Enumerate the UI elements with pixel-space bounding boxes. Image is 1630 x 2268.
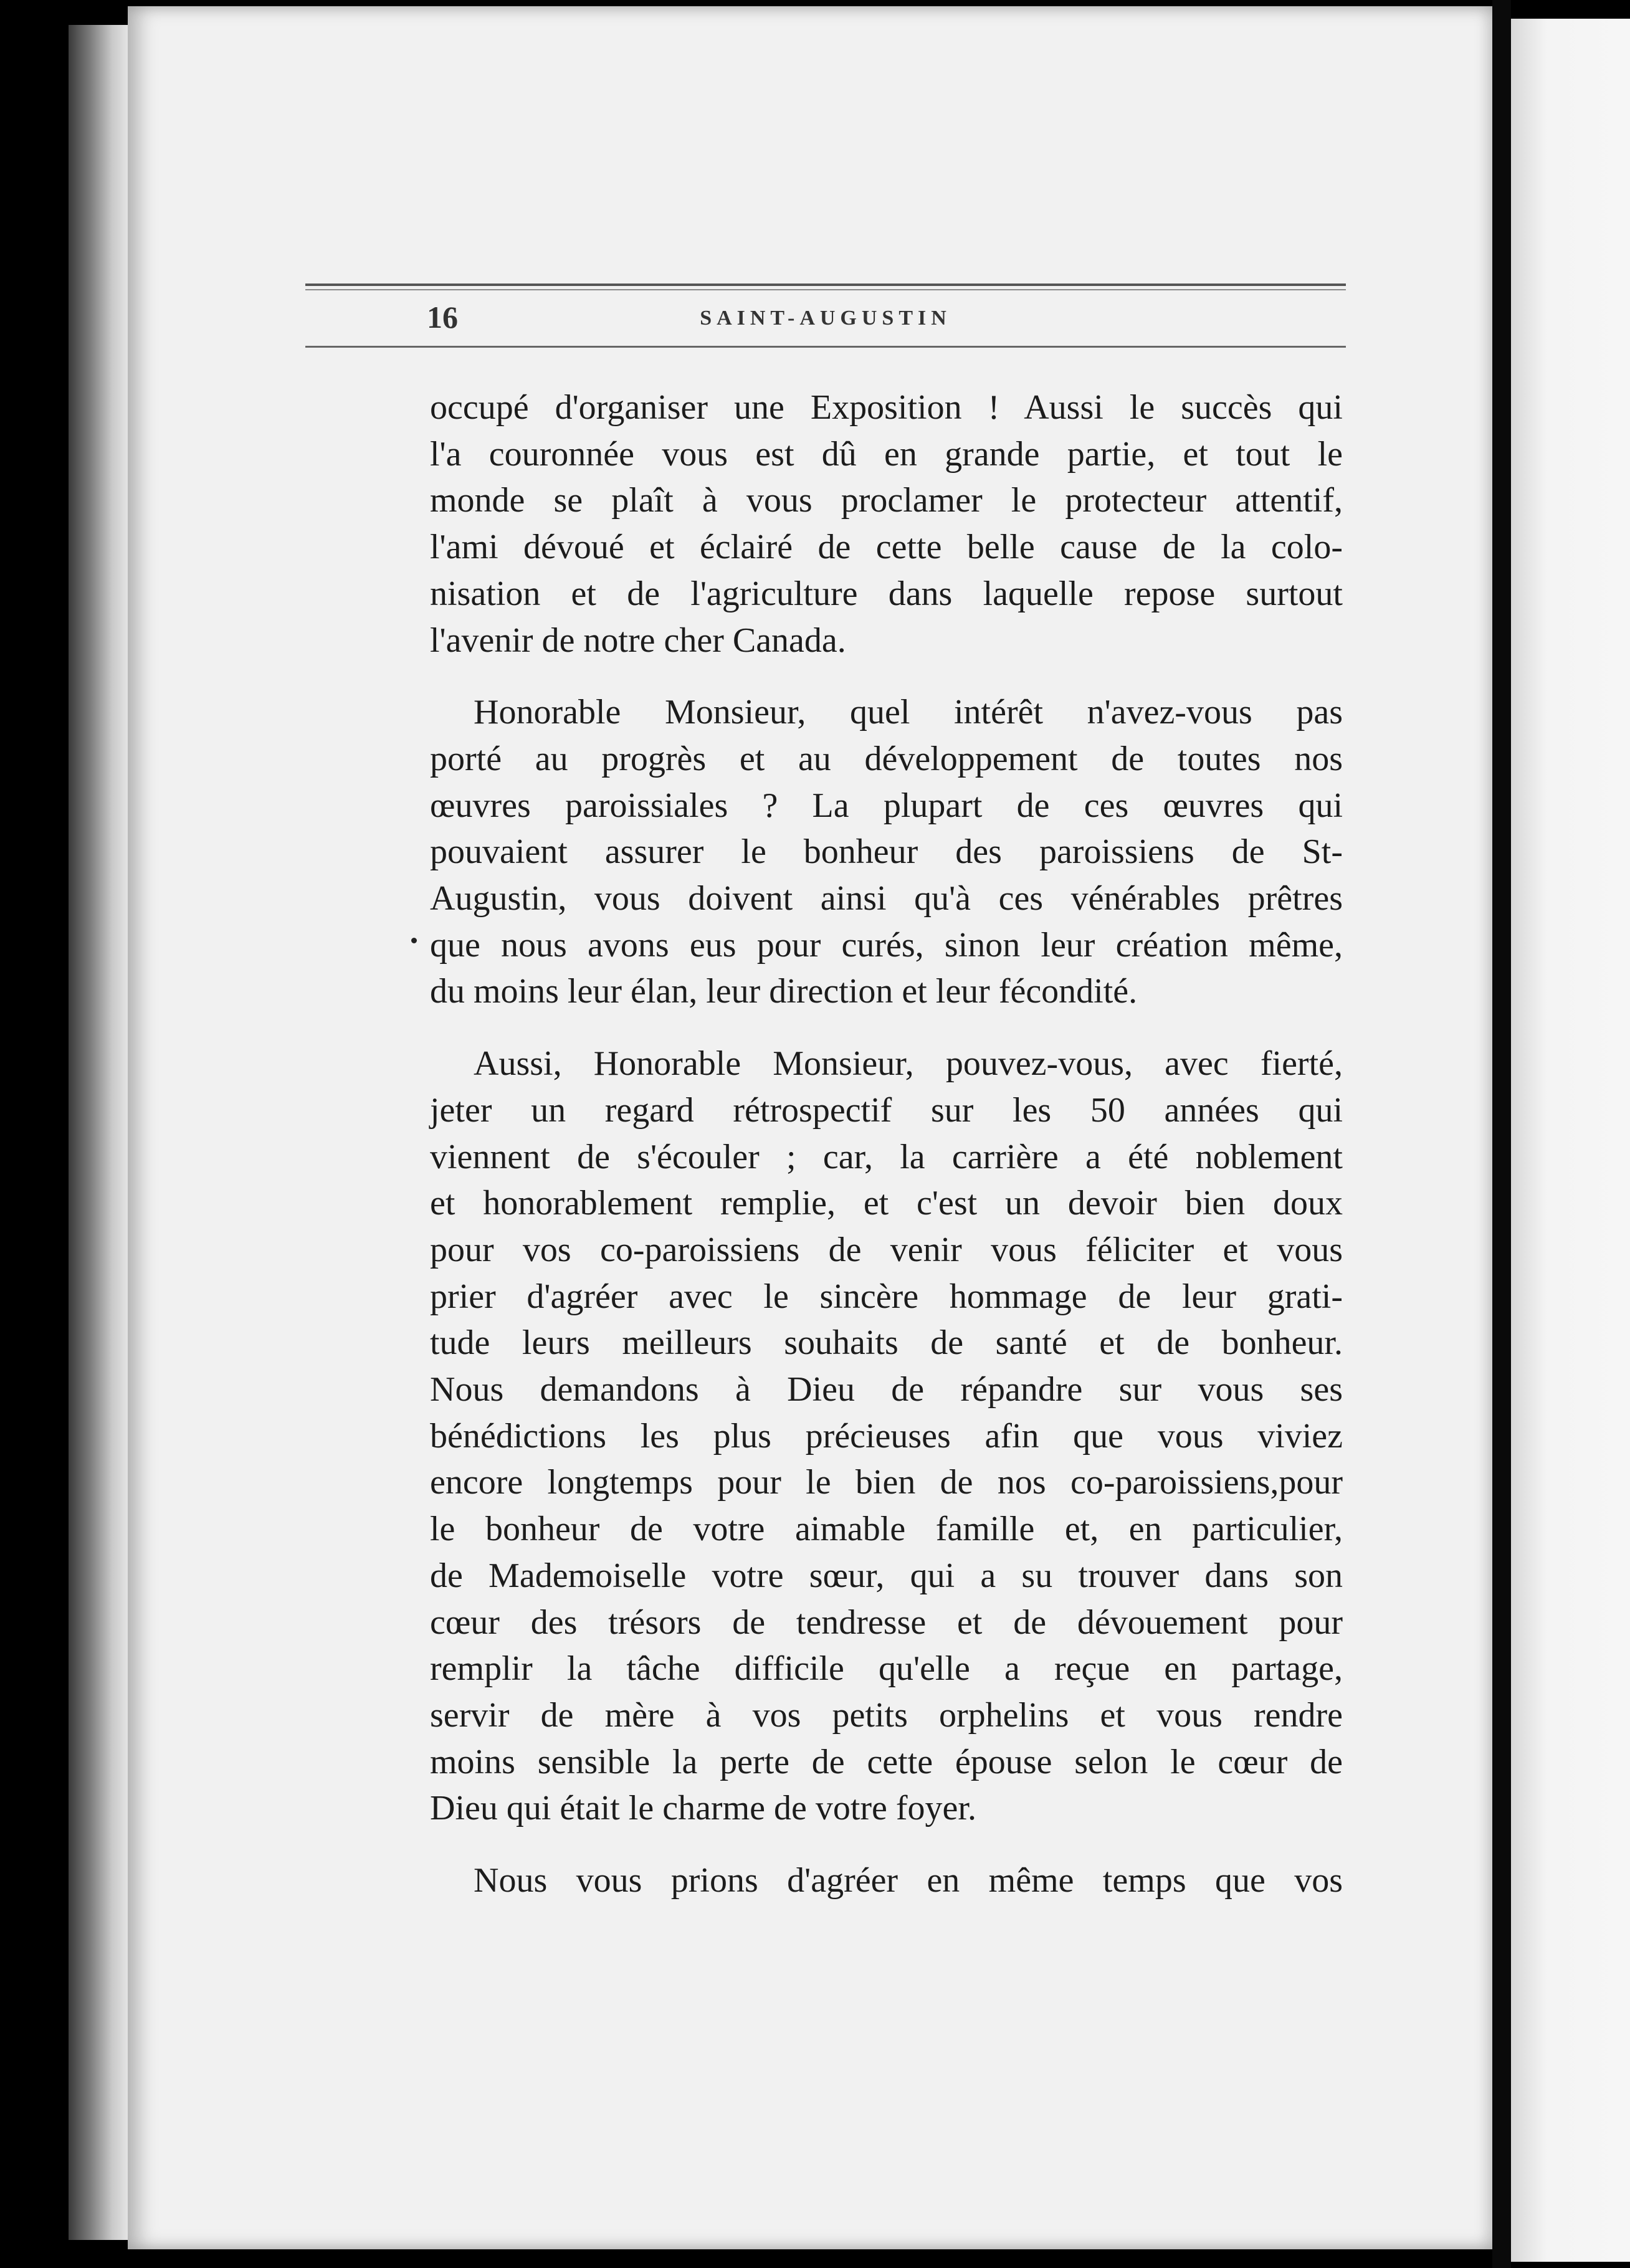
text-line: remplir la tâche difficile qu'elle a reçue en partage, — [430, 1649, 1343, 1689]
text-line: tude leurs meilleurs souhaits de santé et de bonheur. — [430, 1323, 1343, 1363]
text-line: monde se plaît à vous proclamer le protecteur attentif, — [430, 481, 1343, 520]
page-stack-edge — [69, 25, 131, 2240]
book-gutter — [1492, 0, 1511, 2268]
text-line: bénédictions les plus précieuses afin que vous viviez — [430, 1416, 1343, 1456]
text-line: jeter un regard rétrospectif sur les 50 années qui — [430, 1090, 1343, 1130]
text-line: moins sensible la perte de cette épouse selon le cœur de — [430, 1742, 1343, 1781]
page-number: 16 — [427, 300, 458, 335]
text-line: et honorablement remplie, et c'est un devoir bien doux — [430, 1184, 1343, 1223]
margin-mark — [411, 938, 417, 943]
text-line: Nous demandons à Dieu de répandre sur vous ses — [430, 1370, 1343, 1409]
header-rule-top-thin — [305, 289, 1346, 290]
text-line: du moins leur élan, leur direction et leur fécondité. — [430, 972, 1138, 1011]
text-line: cœur des trésors de tendresse et de dévouement pour — [430, 1603, 1343, 1642]
text-line: de Mademoiselle votre sœur, qui a su trouver dans son — [430, 1556, 1343, 1595]
text-line: Nous vous prions d'agréer en même temps que vos — [474, 1861, 1343, 1900]
text-line: Augustin, vous doivent ainsi qu'à ces vénérables prêtres — [430, 879, 1343, 918]
running-header — [305, 299, 1346, 336]
text-line: Honorable Monsieur, quel intérêt n'avez-vous pas — [474, 693, 1343, 732]
text-line: porté au progrès et au développement de toutes nos — [430, 739, 1343, 778]
text-line: Dieu qui était le charme de votre foyer. — [430, 1789, 976, 1828]
text-line: occupé d'organiser une Exposition ! Aussi le succès qui — [430, 388, 1343, 427]
text-line: pouvaient assurer le bonheur des paroissiens de St- — [430, 832, 1343, 872]
header-rule-bottom — [305, 346, 1346, 348]
text-line: Aussi, Honorable Monsieur, pouvez-vous, avec fierté, — [474, 1044, 1343, 1084]
text-line: le bonheur de votre aimable famille et, en particulier, — [430, 1510, 1343, 1549]
paragraph — [430, 689, 1343, 1015]
text-line: œuvres paroissiales ? La plupart de ces œuvres qui — [430, 786, 1343, 825]
text-line: l'a couronnée vous est dû en grande partie, et tout le — [430, 434, 1343, 474]
text-line: viennent de s'écouler ; car, la carrière a été noblement — [430, 1137, 1343, 1176]
text-line: que nous avons eus pour curés, sinon leur création même, — [430, 925, 1343, 965]
running-title: SAINT-AUGUSTIN — [700, 307, 951, 330]
text-line: encore longtemps pour le bien de nos co-paroissiens,pour — [430, 1463, 1343, 1502]
header-rule-top — [305, 284, 1346, 286]
paragraph — [430, 1857, 1343, 1904]
paragraph — [430, 384, 1343, 664]
text-line: servir de mère à vos petits orphelins et vous rendre — [430, 1695, 1343, 1735]
text-line: pour vos co-paroissiens de venir vous féliciter et vous — [430, 1230, 1343, 1269]
text-line: nisation et de l'agriculture dans laquelle repose surtout — [430, 574, 1343, 613]
text-line: l'avenir de notre cher Canada. — [430, 621, 846, 660]
facing-page-edge — [1511, 19, 1630, 2262]
body-text — [430, 384, 1343, 1904]
paragraph — [430, 1041, 1343, 1832]
text-line: prier d'agréer avec le sincère hommage de leur grati- — [430, 1277, 1343, 1316]
text-line: l'ami dévoué et éclairé de cette belle cause de la colo- — [430, 528, 1343, 567]
